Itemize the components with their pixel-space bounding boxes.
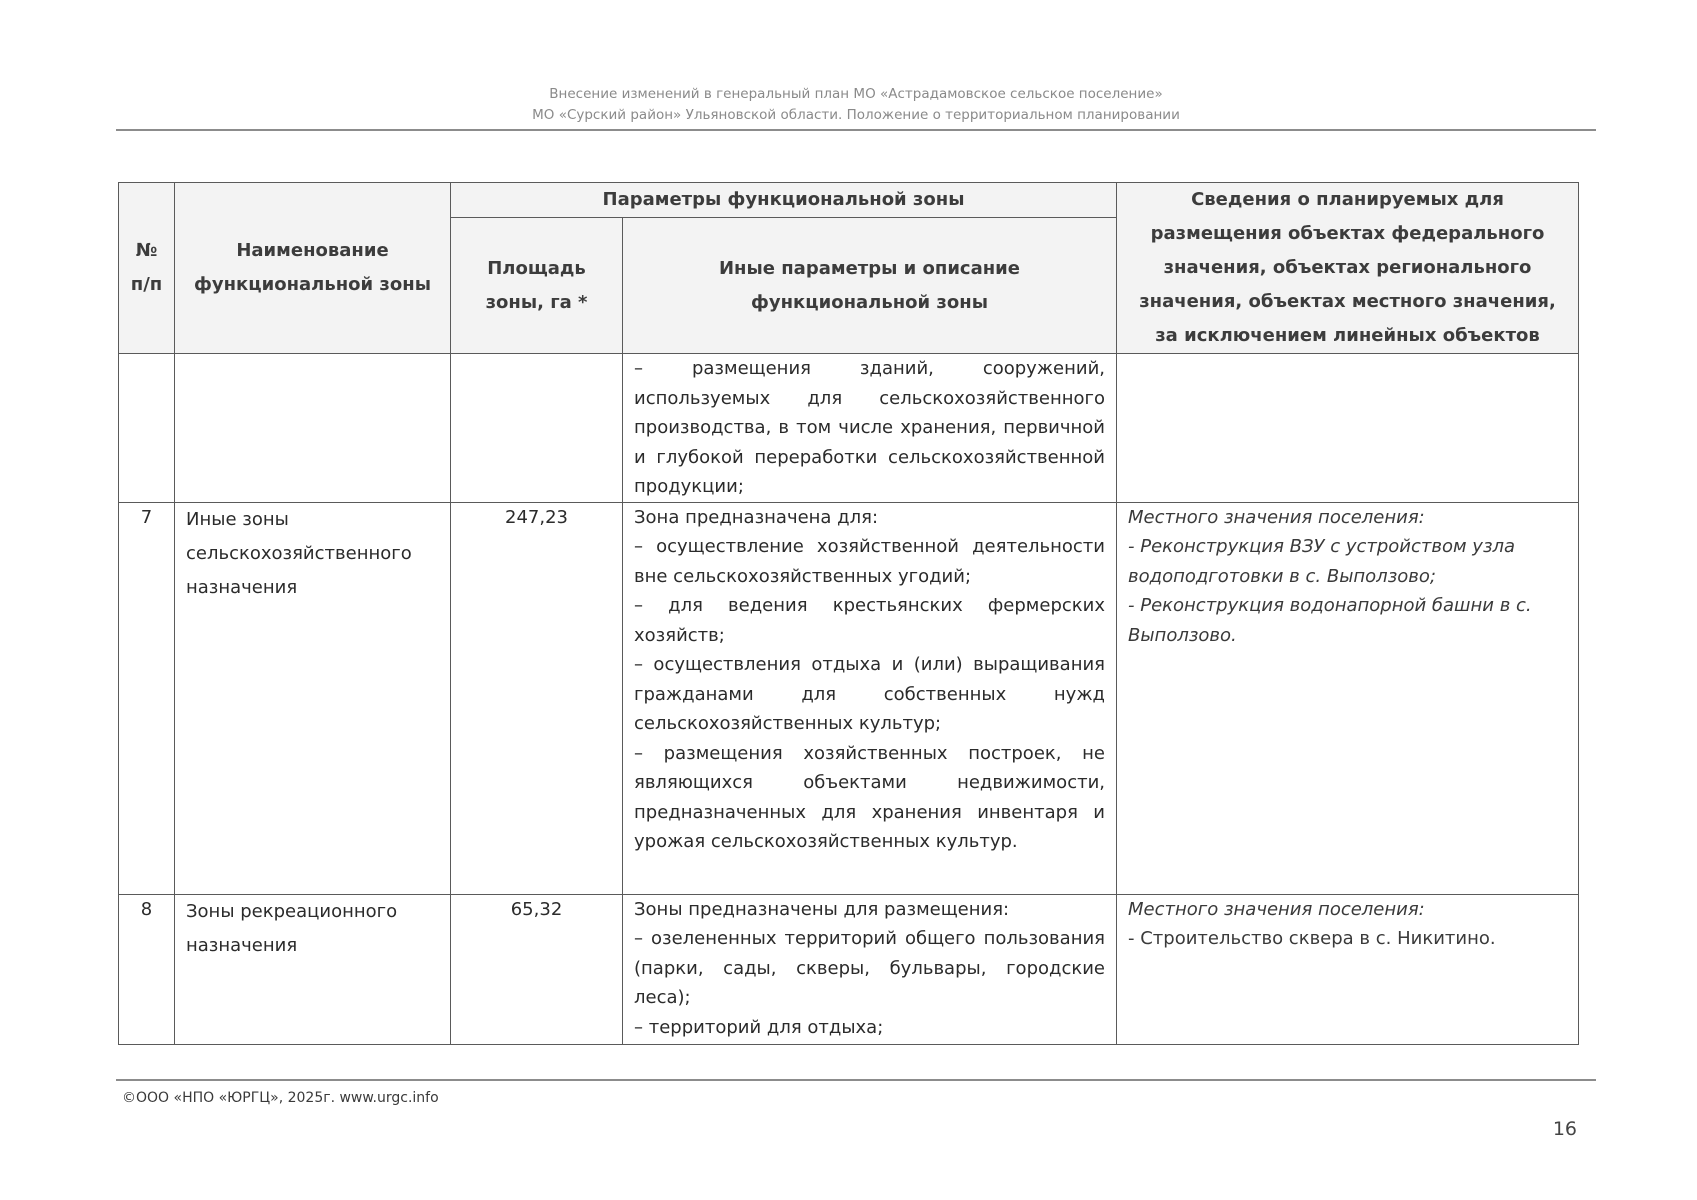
table-row — [119, 894, 1579, 1044]
footer-copyright: ©ООО «НПО «ЮРГЦ», 2025г. www.urgc.info — [122, 1090, 439, 1106]
document-header — [116, 84, 1596, 126]
planned-object-item: - Реконструкция ВЗУ с устройством узла водоподготовки в с. Выползово; — [1128, 536, 1516, 587]
zone-name: Иные зоны сельскохозяйственного назначения — [175, 502, 451, 894]
planned-object-item: Местного значения поселения: — [1128, 898, 1425, 920]
zone-name: Зоны рекреационного назначения — [175, 894, 451, 1044]
header-zone-name: Наименование функциональной зоны — [175, 183, 451, 354]
table-row — [119, 354, 1579, 503]
header-rule — [116, 129, 1596, 131]
planned-objects — [1117, 502, 1579, 894]
planned-object-item: - Строительство сквера в с. Никитино. — [1128, 928, 1496, 949]
header-num: № п/п — [119, 183, 175, 354]
description-item: – размещения зданий, сооружений, используемых для сельскохозяйственного производства, в том числе хранения, первичной и глубокой переработки сельскохозяйственной продукции; — [634, 358, 1105, 497]
zone-description — [623, 502, 1117, 894]
header-planned-objects: Сведения о планируемых для размещения объектах федерального значения, объектах регионального значения, объектах местного значения, за исключением линейных объектов — [1117, 183, 1579, 354]
page-number: 16 — [1552, 1118, 1577, 1140]
row-number: 7 — [119, 502, 175, 894]
zone-description — [623, 894, 1117, 1044]
zone-area: 65,32 — [451, 894, 623, 1044]
zone-description — [623, 354, 1117, 503]
zone-area: 247,23 — [451, 502, 623, 894]
description-item: – размещения хозяйственных построек, не являющихся объектами недвижимости, предназначенных для хранения инвентаря и урожая сельскохозяйственных культур. — [634, 742, 1105, 852]
description-item: Зона предназначена для: — [634, 506, 879, 528]
description-item: – осуществление хозяйственной деятельности вне сельскохозяйственных угодий; — [634, 536, 1105, 587]
table-row — [119, 502, 1579, 894]
planned-objects — [1117, 894, 1579, 1044]
footer-rule — [116, 1079, 1596, 1081]
planned-objects — [1117, 354, 1579, 503]
planned-object-item: Местного значения поселения: — [1128, 506, 1425, 528]
planned-object-item: - Реконструкция водонапорной башни в с. Выползово. — [1128, 595, 1532, 646]
description-item: – осуществления отдыха и (или) выращивания гражданами для собственных нужд сельскохозяйственных культур; — [634, 654, 1105, 734]
description-item: – территорий для отдыха; — [634, 1016, 884, 1038]
row-number: 8 — [119, 894, 175, 1044]
zone-name — [175, 354, 451, 503]
header-zone-area: Площадь зоны, га * — [451, 218, 623, 354]
description-item: Зоны предназначены для размещения: — [634, 898, 1010, 920]
description-item: – озелененных территорий общего пользования (парки, сады, скверы, бульвары, городские леса); — [634, 928, 1105, 1008]
header-line-2: МО «Сурский район» Ульяновской области. Положение о территориальном планировании — [532, 107, 1180, 123]
functional-zones-table — [118, 182, 1579, 1045]
header-zone-params: Параметры функциональной зоны — [451, 183, 1117, 218]
row-number — [119, 354, 175, 503]
header-other-params: Иные параметры и описание функциональной зоны — [623, 218, 1117, 354]
header-line-1: Внесение изменений в генеральный план МО «Астрадамовское сельское поселение» — [549, 86, 1163, 102]
table-body — [119, 354, 1579, 1045]
description-item: – для ведения крестьянских фермерских хозяйств; — [634, 595, 1105, 646]
zone-area — [451, 354, 623, 503]
